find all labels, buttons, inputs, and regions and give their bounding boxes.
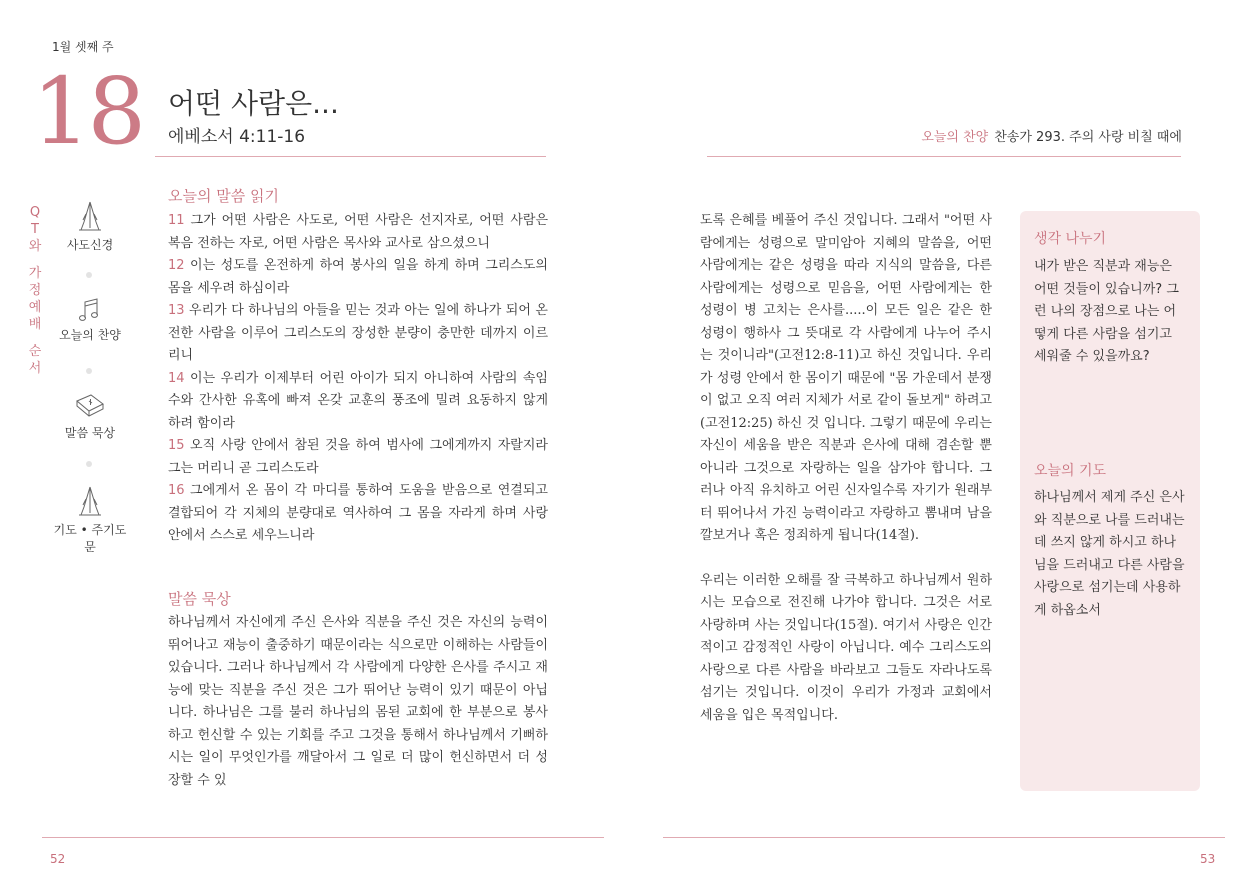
verse	[168, 435, 548, 480]
verse	[168, 480, 548, 548]
prayer-heading: 오늘의 기도	[1034, 463, 1107, 479]
verses-block	[168, 210, 548, 548]
share-text: 내가 받은 직분과 재능은 어떤 것들이 있습니까? 그런 나의 장점으로 나는 어떻게 다른 사람을 섬기고 세워줄 수 있을까요?	[1034, 259, 1179, 364]
praise-label: 오늘의 찬양	[921, 130, 989, 145]
page-title: 어떤 사람은...	[168, 87, 339, 120]
verse-number: 16	[168, 483, 191, 498]
day-number: 18	[32, 58, 144, 165]
verse	[168, 368, 548, 436]
meditation-heading: 말씀 묵상	[168, 590, 231, 608]
page-number-right: 53	[1200, 852, 1216, 866]
paragraph: 우리는 이러한 오해를 잘 극복하고 하나님께서 원하시는 모습으로 전진해 나가야 합니다. 그것은 서로 사랑하며 사는 것입니다(15절). 여기서 사랑은 인간적이고 감정적인 사랑이 아닙니다. 예수 그리스도의 사랑으로 다른 사람을 바라보고 그들도 자라나도록 섬기는 것입니다. 이것이 우리가 가정과 교회에서 세움을 입은 목적입니다.	[700, 572, 992, 723]
qt-char: 순	[28, 344, 42, 359]
share-heading: 생각 나누기	[1034, 231, 1107, 247]
sidebar-item-label: 말씀 묵상	[64, 426, 116, 440]
footer-divider	[663, 837, 1225, 838]
sidebar-item-creed	[52, 200, 128, 253]
verse-text: 그에게서 온 몸이 각 마디를 통하여 도움을 받음으로 연결되고 결합되어 각 지체의 분량대로 역사하여 그 몸을 자라게 하며 사랑 안에서 스스로 세우느니라	[168, 483, 548, 543]
scripture-reference: 에베소서 4:11-16	[168, 127, 306, 147]
page-number-left: 52	[50, 852, 66, 866]
qt-char: Q	[29, 205, 41, 220]
sidebar-item-prayer	[52, 485, 128, 555]
sidebar-item-label: 사도신경	[66, 238, 114, 252]
todays-praise	[921, 126, 1182, 145]
sidebar-item-label: 기도 • 주기도문	[53, 523, 127, 554]
verse-text: 오직 사랑 안에서 참된 것을 하여 범사에 그에게까지 자랄지라 그는 머리니 곧 그리스도라	[168, 438, 548, 476]
verse-text: 그가 어떤 사람은 사도로, 어떤 사람은 선지자로, 어떤 사람은 복음 전하는 자로, 어떤 사람은 목사와 교사로 삼으셨으니	[168, 213, 548, 251]
sidebar-item-meditation	[52, 392, 128, 441]
separator-dot	[86, 368, 92, 374]
verse-number: 15	[168, 438, 191, 453]
praise-value: 찬송가 293. 주의 사랑 비칠 때에	[994, 130, 1182, 145]
qt-char: 예	[28, 300, 42, 315]
qt-char: 서	[28, 361, 42, 376]
divider	[707, 156, 1181, 157]
qt-char	[28, 333, 42, 343]
qt-char: 가	[28, 266, 42, 281]
praying-hands-icon	[75, 485, 105, 519]
verse-text: 이는 우리가 이제부터 어린 아이가 되지 아니하여 사람의 속임수와 간사한 유혹에 빠져 온갖 교훈의 풍조에 밀려 요동하지 않게 하려 함이라	[168, 370, 548, 431]
prayer-text: 하나님께서 제게 주신 은사와 직분으로 나를 드러내는데 쓰지 않게 하시고 하나님을 드러내고 다른 사람을 사랑으로 섬기는데 사용하게 하옵소서	[1034, 490, 1185, 618]
paragraph: 도록 은혜를 베풀어 주신 것입니다. 그래서 "어떤 사람에게는 성령으로 말미암아 지혜의 말씀을, 어떤 사람에게는 같은 성령을 따라 지식의 말씀을, 다른 사람에게는 성령으로 믿음을, 어떤 사람에게는 한 성령이 병 고치는 은사를.....이 모든 일은 같은 한 성령이 행하사 그 뜻대로 각 사람에게 나누어 주시는 것이니라"(고전12:8-11)고 하신 것입니다. 우리가 성령 안에서 한 몸이기 때문에 "몸 가운데서 분쟁이 없고 오직 여러 지체가 서로 같이 돌보게" 하려고(고전12:25) 하신 것 입니다. 그렇기 때문에 우리는 자신이 세움을 받은 직분과 은사에 대해 겸손할 뿐 아니라 그것으로 자랑하는 일을 삼가야 합니다. 그러나 아직 유치하고 어린 신자일수록 자기가 원래부터 뛰어나서 가진 능력이라고 자랑하고 뽐내며 남을 깔보거나 혹은 정죄하게 됩니다(14절).	[700, 213, 992, 543]
qt-order-vertical-label	[28, 204, 42, 377]
separator-dot	[86, 272, 92, 278]
sidebar-item-praise	[52, 296, 128, 343]
footer-divider	[42, 837, 604, 838]
qt-char: T	[31, 222, 39, 237]
reading-heading: 오늘의 말씀 읽기	[168, 187, 279, 205]
qt-char: 배	[28, 317, 42, 332]
week-label: 1월 셋째 주	[52, 40, 114, 54]
verse-number: 12	[168, 258, 191, 273]
verse-number: 11	[168, 213, 191, 228]
praying-hands-icon	[75, 200, 105, 234]
verse-text: 우리가 다 하나님의 아들을 믿는 것과 아는 일에 하나가 되어 온전한 사람을 이루어 그리스도의 장성한 분량이 충만한 데까지 이르리니	[168, 303, 548, 363]
meditation-continued	[700, 210, 992, 727]
separator-dot	[86, 461, 92, 467]
meditation-text: 하나님께서 자신에게 주신 은사와 직분을 주신 것은 자신의 능력이 뛰어나고 재능이 출중하기 때문이라는 식으로만 이해하는 사람들이 있습니다. 그러나 하나님께서 각 사람에게 다양한 은사를 주시고 재능에 맞는 직분을 주신 것은 그가 뛰어난 능력이 있기 때문이 아닙니다. 하나님은 그를 불러 하나님의 몸된 교회에 한 부분으로 봉사하고 헌신할 수 있는 기회를 주고 그것을 통해서 하나님께서 기뻐하시는 일이 무엇인가를 깨달아서 그 일로 더 많이 헌신하면서 더 성장할 수 있	[168, 615, 548, 788]
verse-number: 14	[168, 370, 191, 386]
qt-char: 와	[28, 239, 42, 254]
qt-char: 정	[28, 283, 42, 298]
verse	[168, 300, 548, 368]
music-note-icon	[77, 296, 103, 324]
verse	[168, 255, 548, 300]
verse-number: 13	[168, 303, 190, 318]
bible-icon	[74, 392, 106, 422]
qt-char	[28, 255, 42, 265]
sidebar-item-label: 오늘의 찬양	[59, 328, 121, 342]
verse-text: 이는 성도를 온전하게 하여 봉사의 일을 하게 하며 그리스도의 몸을 세우려 하심이라	[168, 258, 548, 296]
divider	[155, 156, 546, 157]
verse	[168, 210, 548, 255]
